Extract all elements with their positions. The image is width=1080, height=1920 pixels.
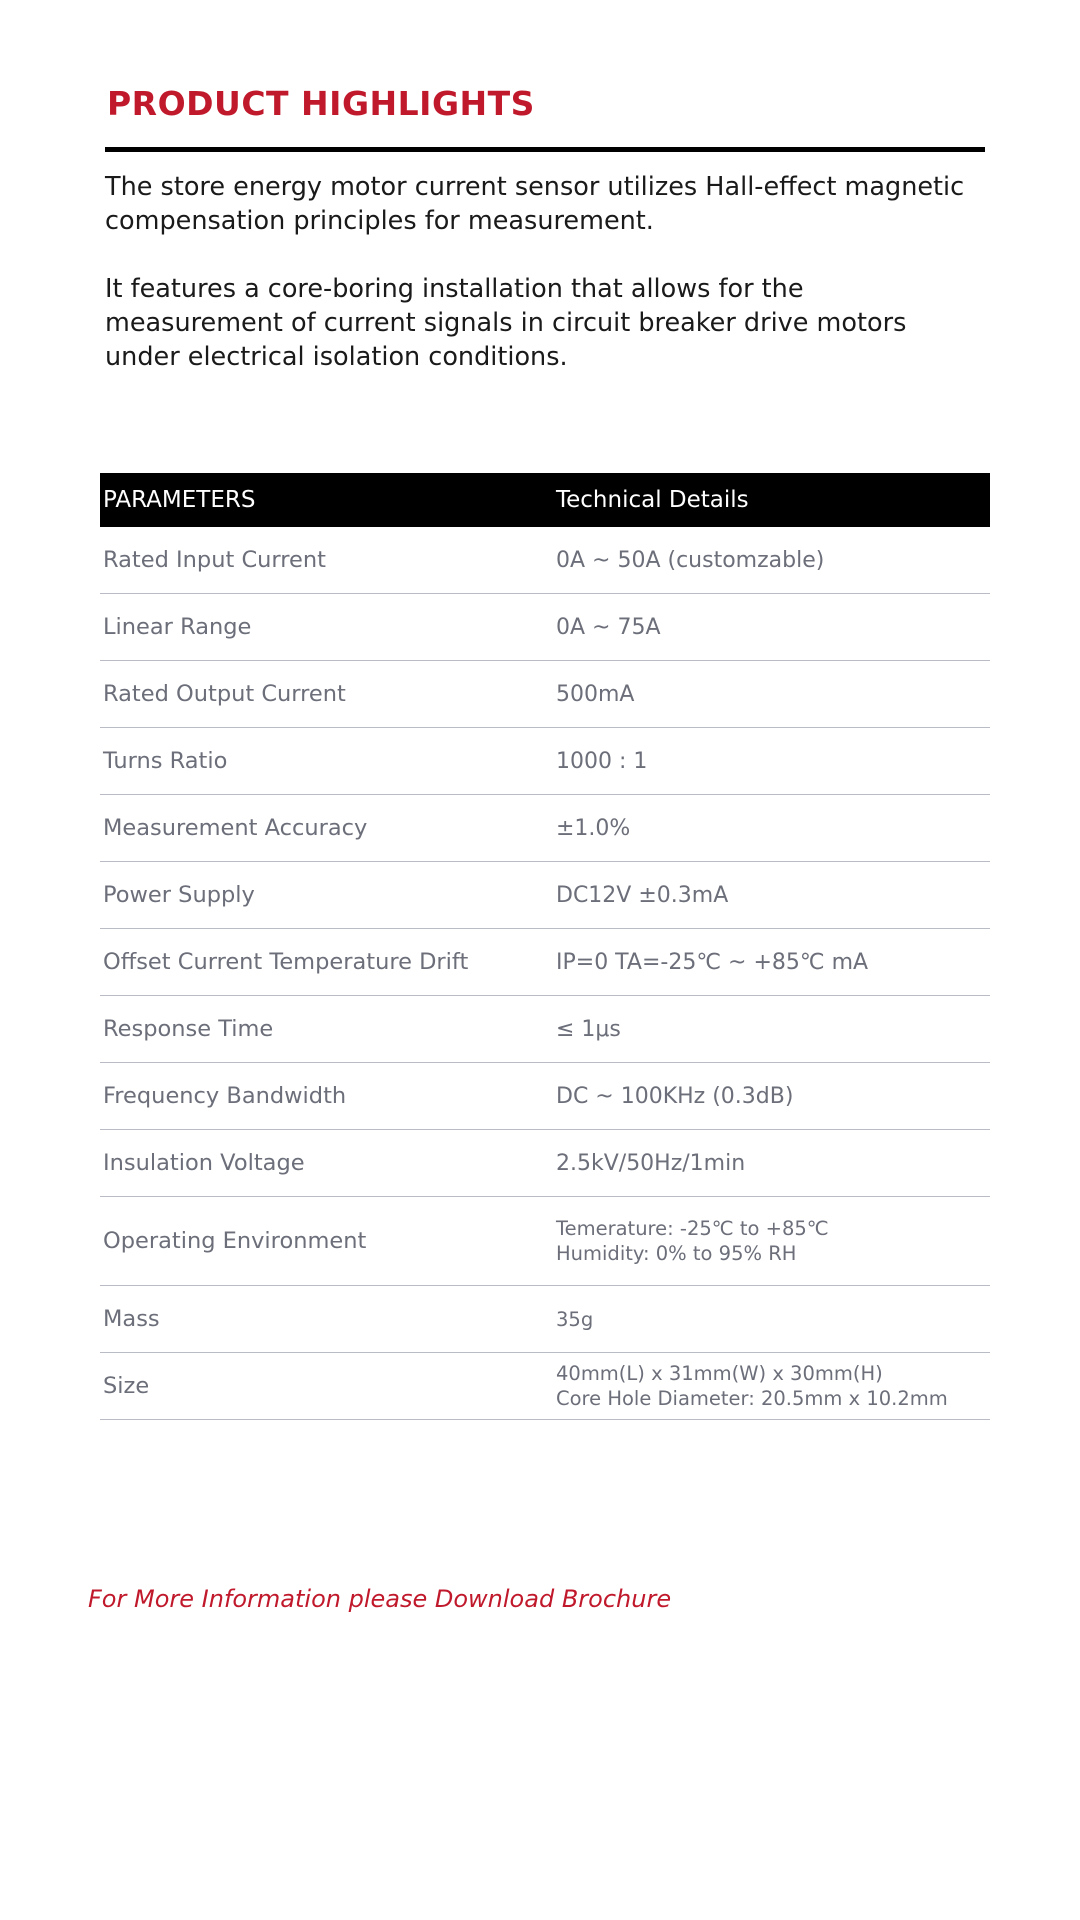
table-row <box>100 1197 990 1286</box>
table-row <box>100 527 990 594</box>
param-value-line: Core Hole Diameter: 20.5mm x 10.2mm <box>556 1387 948 1410</box>
param-value: 35g <box>553 1286 990 1353</box>
param-name: Offset Current Temperature Drift <box>100 929 553 996</box>
table-row <box>100 862 990 929</box>
param-value: 0A ~ 50A (customzable) <box>553 527 990 594</box>
table-row <box>100 728 990 795</box>
table-header-row <box>100 473 990 527</box>
table-row <box>100 661 990 728</box>
param-value: 500mA <box>553 661 990 728</box>
param-value: ±1.0% <box>553 795 990 862</box>
header-parameters: PARAMETERS <box>100 473 553 527</box>
title-divider <box>105 147 985 152</box>
param-name: Turns Ratio <box>100 728 553 795</box>
param-value: IP=0 TA=-25℃ ~ +85℃ mA <box>553 929 990 996</box>
param-name: Insulation Voltage <box>100 1130 553 1197</box>
intro-paragraph: It features a core-boring installation that allows for the measurement of current signals in circuit breaker drive motors under electrical isolation conditions. <box>105 274 907 372</box>
param-value <box>553 1353 990 1420</box>
table-row <box>100 795 990 862</box>
table-row <box>100 996 990 1063</box>
table-row <box>100 929 990 996</box>
param-name: Size <box>100 1353 553 1420</box>
param-name: Mass <box>100 1286 553 1353</box>
table-row <box>100 594 990 661</box>
parameters-table <box>100 473 990 1420</box>
param-value: DC ~ 100KHz (0.3dB) <box>553 1063 990 1130</box>
param-value: 0A ~ 75A <box>553 594 990 661</box>
param-value-line: Humidity: 0% to 95% RH <box>556 1242 797 1265</box>
download-brochure-link[interactable]: For More Information please Download Brochure <box>88 1585 672 1613</box>
param-name: Frequency Bandwidth <box>100 1063 553 1130</box>
table-row <box>100 1130 990 1197</box>
param-value: 1000 : 1 <box>553 728 990 795</box>
param-name: Response Time <box>100 996 553 1063</box>
intro-paragraph: The store energy motor current sensor utilizes Hall-effect magnetic compensation principles for measurement. <box>105 172 965 236</box>
intro-text <box>105 170 985 408</box>
section-title: PRODUCT HIGHLIGHTS <box>107 84 535 123</box>
table-row <box>100 1286 990 1353</box>
param-value <box>553 1197 990 1286</box>
param-value: ≤ 1μs <box>553 996 990 1063</box>
param-value-line: 40mm(L) x 31mm(W) x 30mm(H) <box>556 1362 883 1385</box>
table-row <box>100 1353 990 1420</box>
param-name: Measurement Accuracy <box>100 795 553 862</box>
param-name: Linear Range <box>100 594 553 661</box>
param-name: Rated Output Current <box>100 661 553 728</box>
param-name: Power Supply <box>100 862 553 929</box>
param-name: Rated Input Current <box>100 527 553 594</box>
table-row <box>100 1063 990 1130</box>
param-value: 2.5kV/50Hz/1min <box>553 1130 990 1197</box>
param-value-line: Temerature: -25℃ to +85℃ <box>556 1217 829 1240</box>
param-value: DC12V ±0.3mA <box>553 862 990 929</box>
param-name: Operating Environment <box>100 1197 553 1286</box>
header-technical-details: Technical Details <box>553 473 990 527</box>
